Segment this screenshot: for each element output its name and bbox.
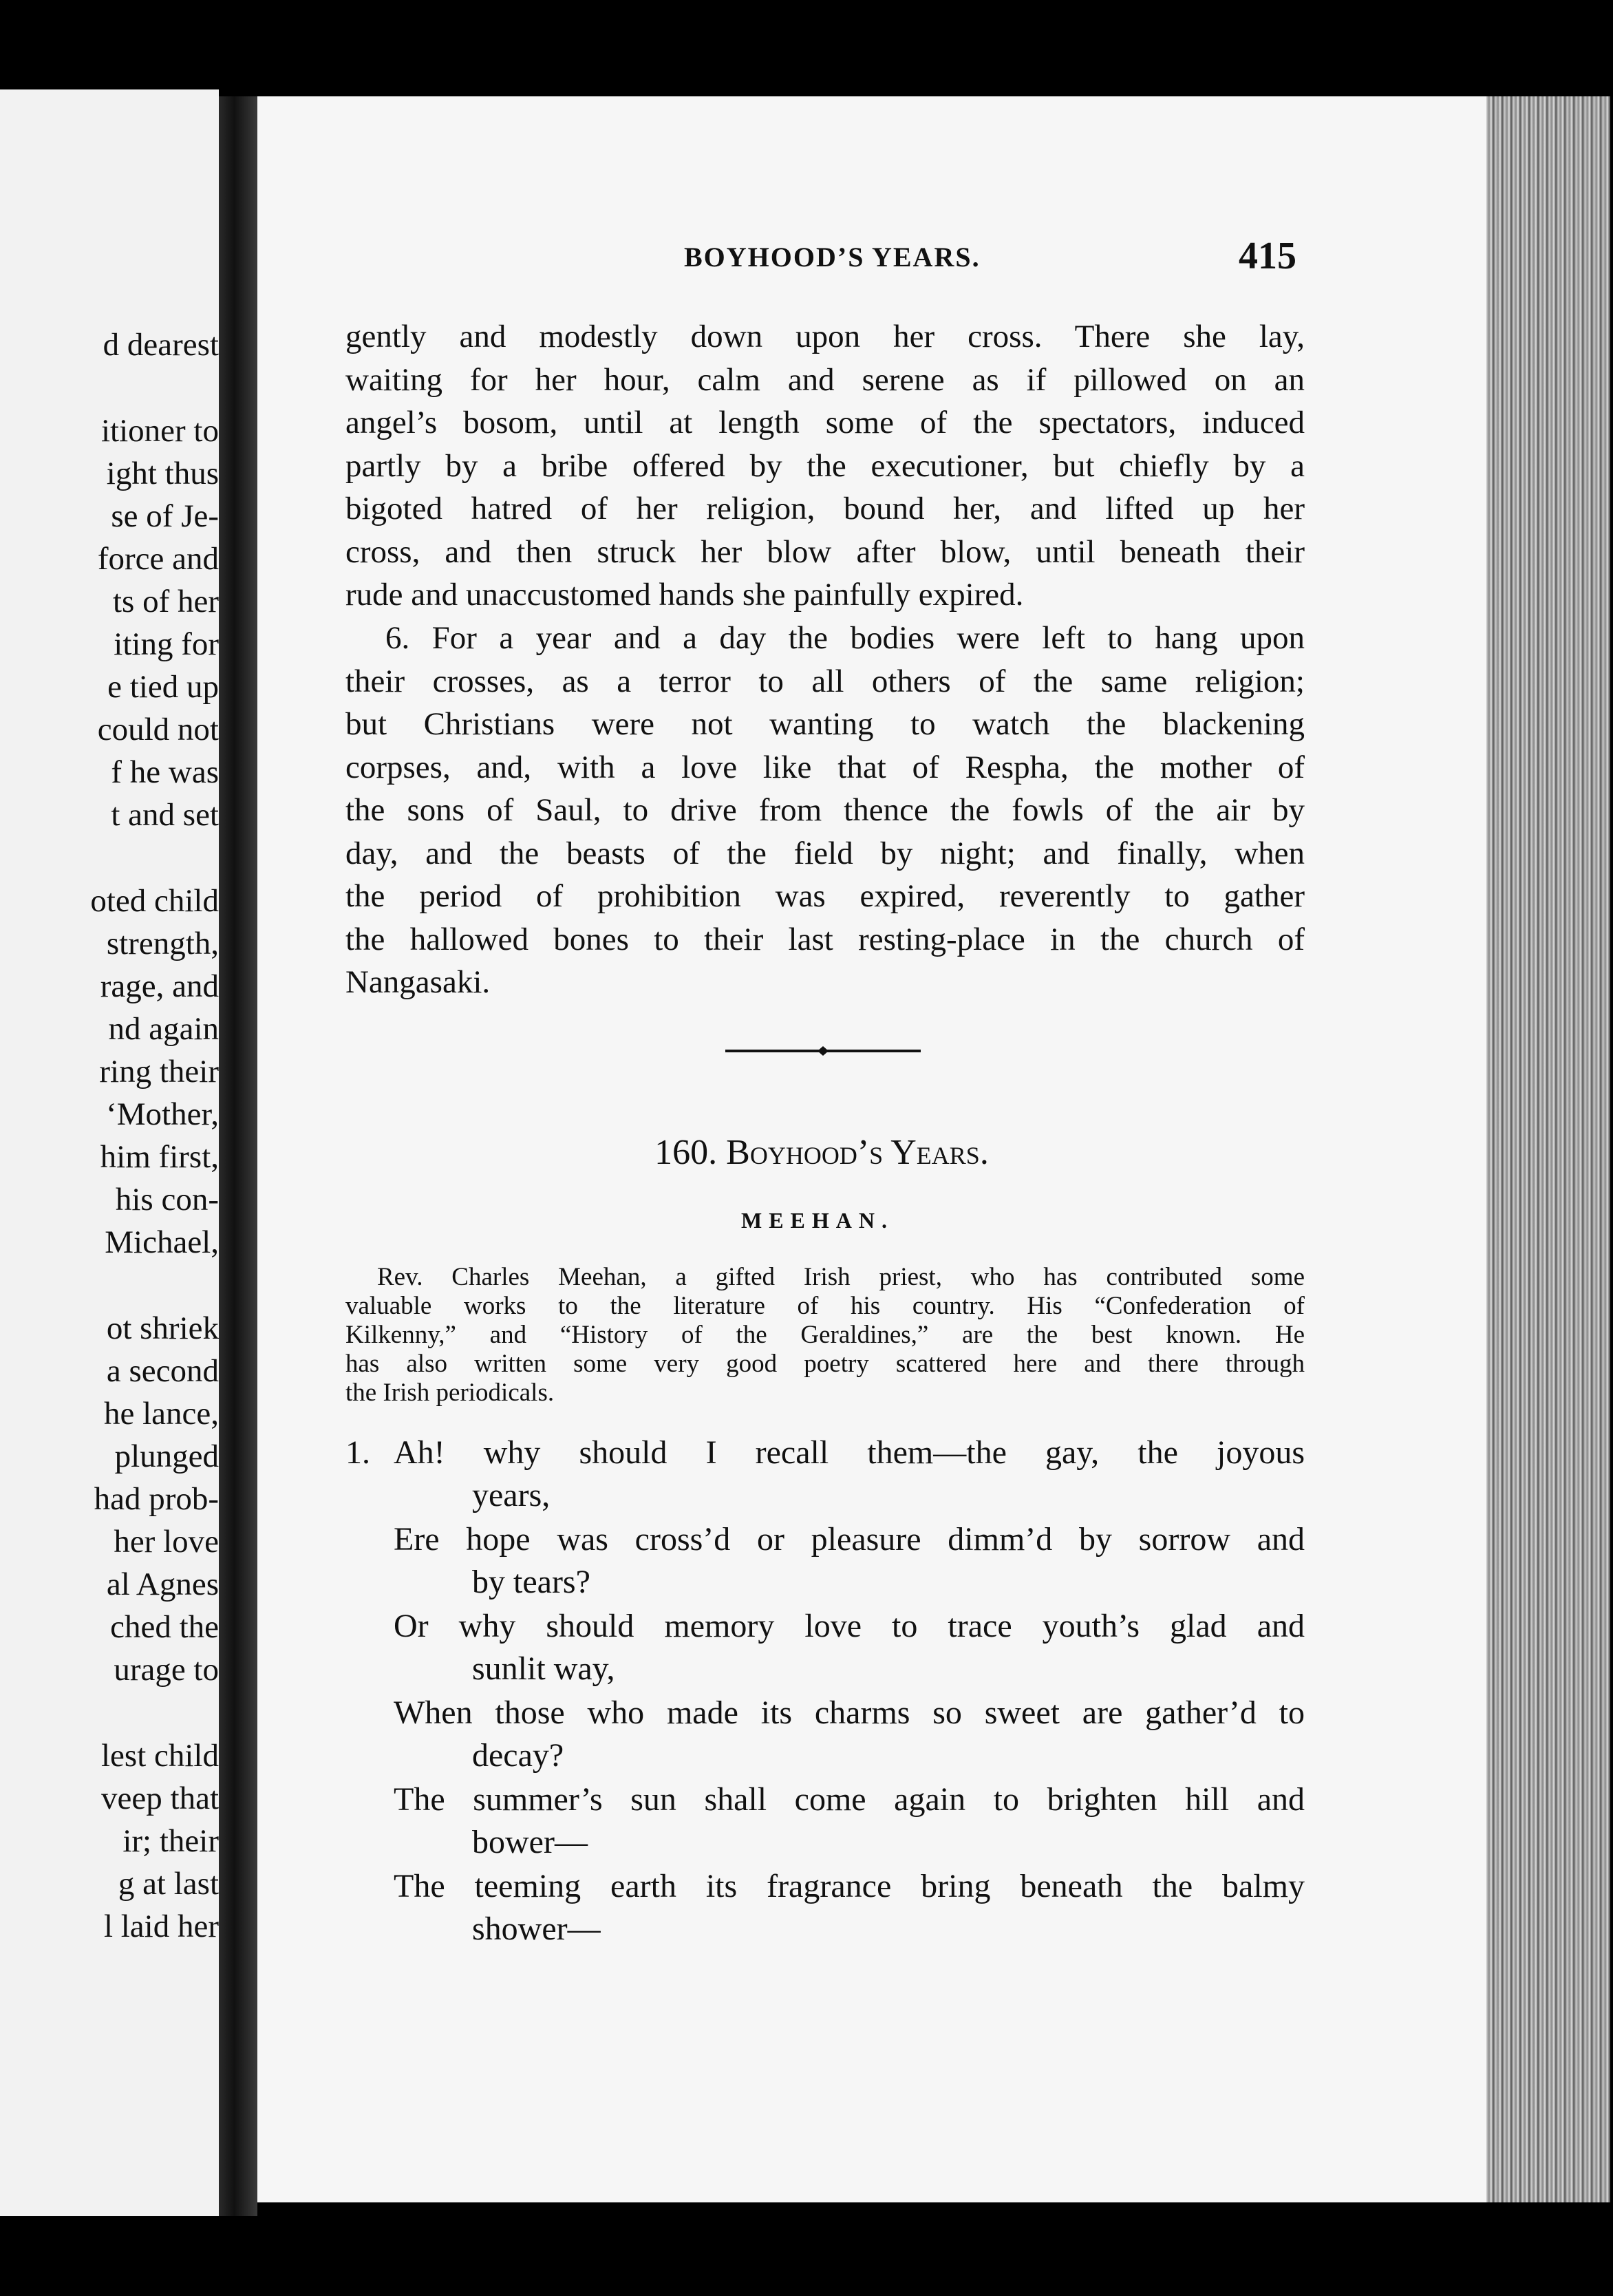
left-page-line: strength, xyxy=(106,926,219,961)
bio-line: has also written some very good poetry scattered here and there through xyxy=(345,1350,1305,1378)
left-page-line: lest child xyxy=(101,1738,219,1774)
text-line: angel’s bosom, until at length some of the spectators, induced xyxy=(345,405,1305,440)
left-page-line: l laid her xyxy=(103,1909,219,1944)
stanza-number: 1. xyxy=(345,1434,370,1471)
text-line: but Christians were not wanting to watch the blackening xyxy=(345,706,1305,742)
left-page-line: g at last xyxy=(118,1866,219,1902)
left-page-line: e tied up xyxy=(107,669,219,705)
poem-line-continuation: by tears? xyxy=(472,1564,590,1600)
left-page-line: her love xyxy=(114,1524,219,1560)
poem-line: When those who made its charms so sweet are gather’d to xyxy=(394,1694,1305,1731)
text-line: the hallowed bones to their last resting-place in the church of xyxy=(345,921,1305,957)
poem-line-continuation: years, xyxy=(472,1477,551,1513)
poem-line-continuation: sunlit way, xyxy=(472,1650,615,1687)
left-page-line: rage, and xyxy=(100,968,219,1004)
bio-line: Kilkenny,” and “History of the Geraldines,” are the best known. He xyxy=(345,1321,1305,1349)
left-page-line: iting for xyxy=(114,626,219,662)
left-page-line: se of Je- xyxy=(111,498,219,534)
running-head: BOYHOOD’S YEARS. xyxy=(684,242,981,273)
left-page-line: ir; their xyxy=(122,1823,219,1859)
text-line: cross, and then struck her blow after blow, until beneath their xyxy=(345,533,1305,570)
left-page-line: t and set xyxy=(111,797,219,833)
text-line: rude and unaccustomed hands she painfully expired. xyxy=(345,577,1024,613)
left-page-line: veep that xyxy=(101,1781,219,1816)
left-page-line: itioner to xyxy=(101,413,219,449)
left-page-line: his con- xyxy=(115,1182,219,1218)
poem-line: Ah! why should I recall them—the gay, the joyous xyxy=(394,1434,1305,1471)
bio-line: valuable works to the literature of his country. His “Confederation of xyxy=(345,1292,1305,1320)
left-page-line: nd again xyxy=(108,1011,219,1047)
left-page-line: ot shriek xyxy=(106,1310,219,1346)
bio-line: the Irish periodicals. xyxy=(345,1379,555,1407)
text-line: corpses, and, with a love like that of Respha, the mother of xyxy=(345,749,1305,785)
left-page-line: he lance, xyxy=(103,1396,219,1432)
section-divider-ornament xyxy=(725,1046,921,1056)
text-line: day, and the beasts of the field by night; and finally, when xyxy=(345,835,1305,871)
left-page-line: plunged xyxy=(114,1438,219,1474)
left-page-line: oted child xyxy=(90,883,219,919)
text-line: waiting for her hour, calm and serene as if pillowed on an xyxy=(345,361,1305,398)
text-line: Nangasaki. xyxy=(345,964,491,1000)
author-name: MEEHAN. xyxy=(741,1208,894,1233)
text-line: their crosses, as a terror to all others of the same religion; xyxy=(345,663,1305,699)
poem-line-continuation: decay? xyxy=(472,1737,564,1774)
left-page-line: ‘Mother, xyxy=(106,1096,219,1132)
poem-line-continuation: shower— xyxy=(472,1911,601,1947)
left-page-line: Michael, xyxy=(105,1224,219,1260)
left-page-line: ched the xyxy=(110,1609,219,1645)
text-line: gently and modestly down upon her cross. There she lay, xyxy=(345,319,1305,354)
text-line: 6. For a year and a day the bodies were left to hang upon xyxy=(385,620,1305,656)
left-page-line: urage to xyxy=(114,1652,219,1688)
left-page-line: ts of her xyxy=(112,584,219,619)
left-page-line: d dearest xyxy=(103,327,219,363)
left-page-line: had prob- xyxy=(94,1481,219,1517)
left-page-line: f he was xyxy=(111,754,219,790)
text-line: bigoted hatred of her religion, bound her, and lifted up her xyxy=(345,491,1305,527)
left-page-line: ring their xyxy=(99,1054,219,1089)
poem-line: The summer’s sun shall come again to brighten hill and xyxy=(394,1781,1305,1818)
poem-line: Or why should memory love to trace youth’s glad and xyxy=(394,1608,1305,1644)
left-page-line: al Agnes xyxy=(106,1566,219,1602)
left-page-line: a second xyxy=(106,1353,219,1389)
poem-line: Ere hope was cross’d or pleasure dimm’d by sorrow and xyxy=(394,1521,1305,1558)
text-line: the sons of Saul, to drive from thence the fowls of the air by xyxy=(345,792,1305,828)
bio-line: Rev. Charles Meehan, a gifted Irish priest, who has contributed some xyxy=(377,1263,1305,1291)
left-page-line: him first, xyxy=(100,1139,219,1175)
text-line: partly by a bribe offered by the executioner, but chiefly by a xyxy=(345,447,1305,484)
page-number: 415 xyxy=(1239,235,1296,277)
poem-line: The teeming earth its fragrance bring beneath the balmy xyxy=(394,1868,1305,1904)
poem-line-continuation: bower— xyxy=(472,1824,588,1860)
section-title: 160. Boyhood’s Years. xyxy=(654,1133,989,1172)
left-page-line: force and xyxy=(97,541,219,577)
left-page-line: ight thus xyxy=(106,456,219,491)
text-line: the period of prohibition was expired, reverently to gather xyxy=(345,878,1305,914)
left-page-line: could not xyxy=(97,712,219,747)
